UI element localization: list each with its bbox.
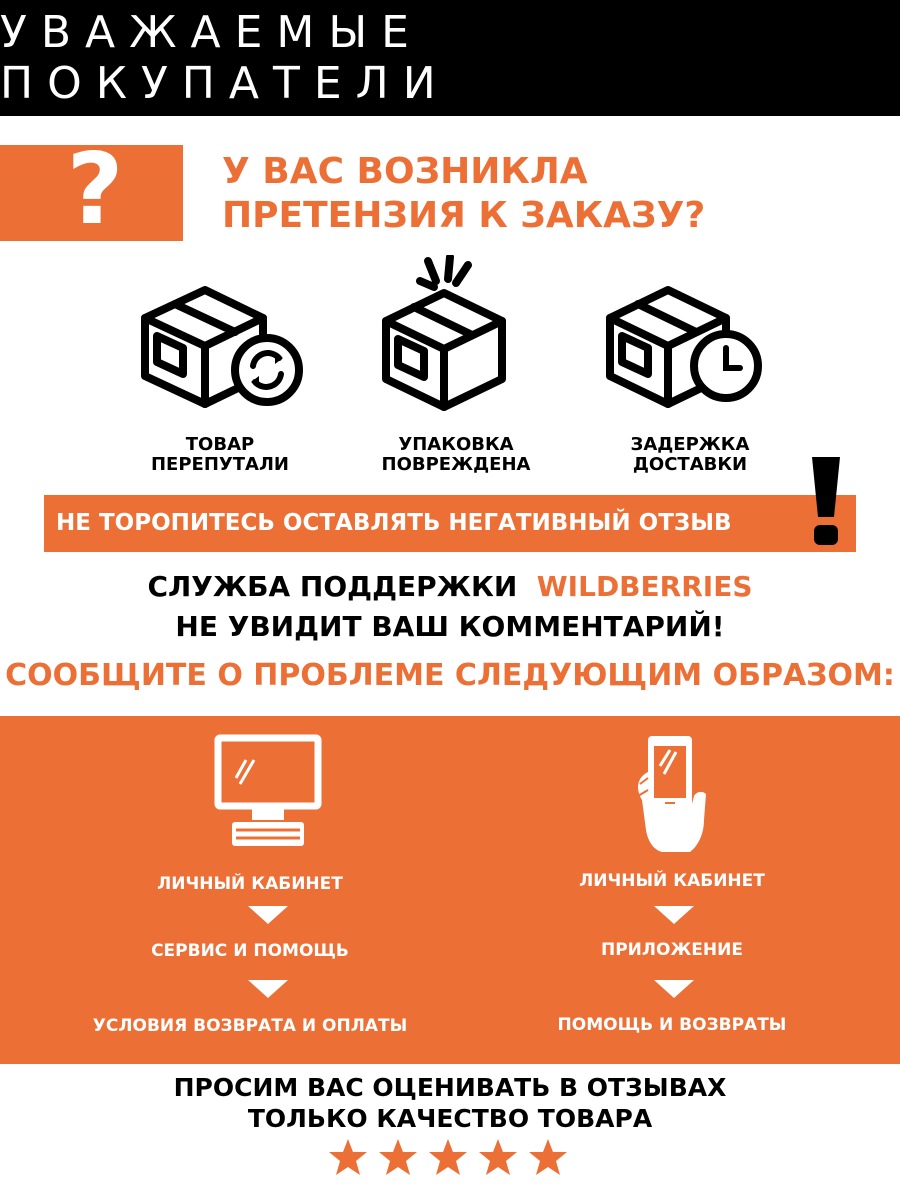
box-clock-icon	[600, 278, 765, 408]
support-prefix: СЛУЖБА ПОДДЕРЖКИ	[147, 570, 518, 603]
page-title: УВАЖАЕМЫЕ ПОКУПАТЕЛИ	[0, 0, 900, 116]
support-line-2: НЕ УВИДИТ ВАШ КОММЕНТАРИЙ!	[175, 610, 725, 643]
issue-label-mixed-up: ТОВАР ПЕРЕПУТАЛИ	[150, 434, 289, 475]
star-icon	[478, 1138, 518, 1176]
mobile-step-help-returns: ПОМОЩЬ И ВОЗВРАТЫ	[557, 1015, 787, 1035]
desktop-computer-icon	[212, 734, 324, 852]
star-icon	[378, 1138, 418, 1176]
star-icon	[428, 1138, 468, 1176]
footer-line-1: ПРОСИМ ВАС ОЦЕНИВАТЬ В ОТЗЫВАХ	[173, 1073, 727, 1102]
arrow-down-icon	[654, 906, 694, 924]
arrow-down-icon	[248, 980, 288, 998]
footer-line-2: ТОЛЬКО КАЧЕСТВО ТОВАРА	[247, 1104, 653, 1133]
support-line-1	[0, 570, 900, 604]
warning-text: НЕ ТОРОПИТЕСЬ ОСТАВЛЯТЬ НЕГАТИВНЫЙ ОТЗЫВ	[56, 510, 732, 536]
report-instructions-title: СООБЩИТЕ О ПРОБЛЕМЕ СЛЕДУЮЩИМ ОБРАЗОМ:	[5, 658, 895, 693]
arrow-down-icon	[248, 906, 288, 924]
rating-stars	[328, 1138, 568, 1178]
issue-label-delay: ЗАДЕРЖКА ДОСТАВКИ	[630, 434, 750, 475]
brand-name: WILDBERRIES	[536, 570, 753, 603]
arrow-down-icon	[654, 980, 694, 998]
box-damaged-icon	[380, 255, 510, 413]
exclamation-icon	[800, 455, 852, 547]
star-icon	[328, 1138, 368, 1176]
desktop-step-service-help: СЕРВИС И ПОМОЩЬ	[151, 941, 349, 961]
star-icon	[528, 1138, 568, 1176]
desktop-step-personal-account: ЛИЧНЫЙ КАБИНЕТ	[157, 874, 343, 894]
box-exchange-icon	[135, 278, 310, 408]
question-heading	[222, 150, 705, 238]
question-line-1: У ВАС ВОЗНИКЛА	[222, 151, 588, 192]
issue-label-damaged: УПАКОВКА ПОВРЕЖДЕНА	[381, 434, 531, 475]
smartphone-hand-icon	[632, 734, 712, 854]
desktop-step-return-terms: УСЛОВИЯ ВОЗВРАТА И ОПЛАТЫ	[92, 1016, 408, 1036]
question-mark-icon: ?	[66, 133, 124, 247]
mobile-step-personal-account: ЛИЧНЫЙ КАБИНЕТ	[579, 871, 765, 891]
question-line-2: ПРЕТЕНЗИЯ К ЗАКАЗУ?	[222, 195, 706, 236]
mobile-step-app: ПРИЛОЖЕНИЕ	[601, 940, 743, 960]
